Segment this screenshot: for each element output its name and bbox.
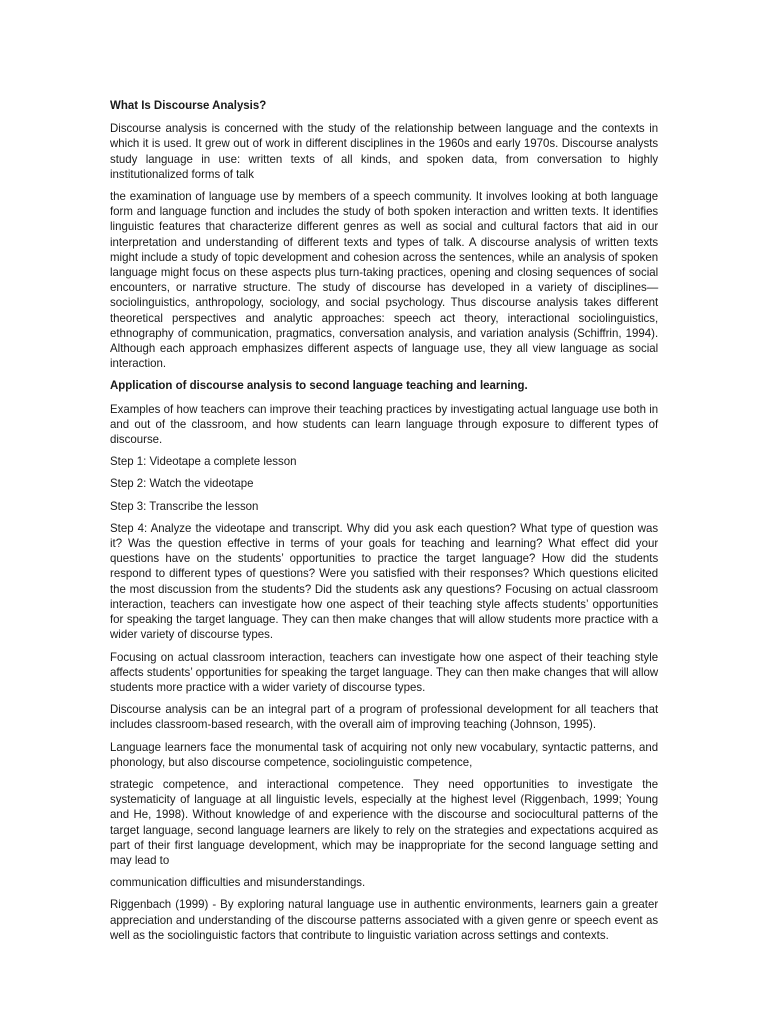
section-intro-paragraph: Examples of how teachers can improve their teaching practices by investigating actual language use both in and out of the classroom, and how students can learn language through exposure to different types of discourse. xyxy=(110,401,659,447)
body-paragraph-communication-difficulties: communication difficulties and misunderstandings. xyxy=(110,875,366,890)
section-heading: Application of discourse analysis to second language teaching and learning. xyxy=(110,378,528,393)
document-page xyxy=(110,98,658,950)
intro-paragraph-2: the examination of language use by members of a speech community. It involves looking at both language form and language function and includes the study of both spoken interaction and written texts. It identifies linguistic features that characterize different genres as well as social and cultural factors that aid in our interpretation and understanding of different texts and types of talk. A discourse analysis of written texts might include a study of topic development and cohesion across the sentences, while an analysis of spoken language might focus on these aspects plus turn-taking practices, opening and closing sequences of social encounters, or narrative structure. The study of discourse has developed in a variety of disciplines—sociolinguistics, anthropology, sociology, and social psychology. Thus discourse analysis takes different theoretical perspectives and analytic approaches: speech act theory, interactional sociolinguistics, ethnography of communication, pragmatics, conversation analysis, and variation analysis (Schiffrin, 1994). Although each approach emphasizes different aspects of language use, they all view language as social interaction. xyxy=(110,189,659,371)
body-paragraph-professional-development: Discourse analysis can be an integral part of a program of professional development for all teachers that includes classroom-based research, with the overall aim of improving teaching (Johnson, 1995). xyxy=(110,702,659,732)
page-title: What Is Discourse Analysis? xyxy=(110,98,267,112)
body-paragraph-step-4: Step 4: Analyze the videotape and transcript. Why did you ask each question? What type of question was it? Was the question effective in terms of your goals for teaching and learning? What effect did your questions have on the students’ opportunities to practice the target language? How did the students respond to different types of questions? Were you satisfied with their responses? Which questions elicited the most discussion from the students? Did the students ask any questions? Focusing on actual classroom interaction, teachers can investigate how one aspect of their teaching style affects students’ opportunities for speaking the target language. They can then make changes that will allow students more practice with a wider variety of discourse types. xyxy=(110,520,659,642)
step-2: Step 2: Watch the videotape xyxy=(110,476,254,491)
body-paragraph-riggenbach: Riggenbach (1999) - By exploring natural language use in authentic environments, learners gain a greater appreciation and understanding of the discourse patterns associated with a given genre or speech event as well as the sociolinguistic factors that contribute to linguistic variation across settings and contexts. xyxy=(110,897,659,942)
body-paragraph-strategic-competence: strategic competence, and interactional competence. They need opportunities to investigate the systematicity of language at all linguistic levels, especially at the highest level (Riggenbach, 1999; Young and He, 1998). Without knowledge of and experience with the discourse and sociocultural patterns of the target language, second language learners are likely to rely on the strategies and expectations acquired as part of their first language development, which may be inappropriate for the second language setting and may lead to xyxy=(110,776,659,867)
intro-paragraph-1: Discourse analysis is concerned with the study of the relationship between language and the contexts in which it is used. It grew out of work in different disciplines in the 1960s and early 1970s. Discourse analysts study language in use: written texts of all kinds, and spoken data, from conversation to highly institutionalized forms of talk xyxy=(110,121,659,181)
body-paragraph-language-learners: Language learners face the monumental task of acquiring not only new vocabulary, syntactic patterns, and phonology, but also discourse competence, sociolinguistic competence, xyxy=(110,739,659,769)
step-1: Step 1: Videotape a complete lesson xyxy=(110,454,297,469)
step-3: Step 3: Transcribe the lesson xyxy=(110,498,259,513)
body-paragraph-classroom-interaction: Focusing on actual classroom interaction, teachers can investigate how one aspect of their teaching style affects students’ opportunities for speaking the target language. They can then make changes that will allow students more practice with a wider variety of discourse types. xyxy=(110,649,659,694)
